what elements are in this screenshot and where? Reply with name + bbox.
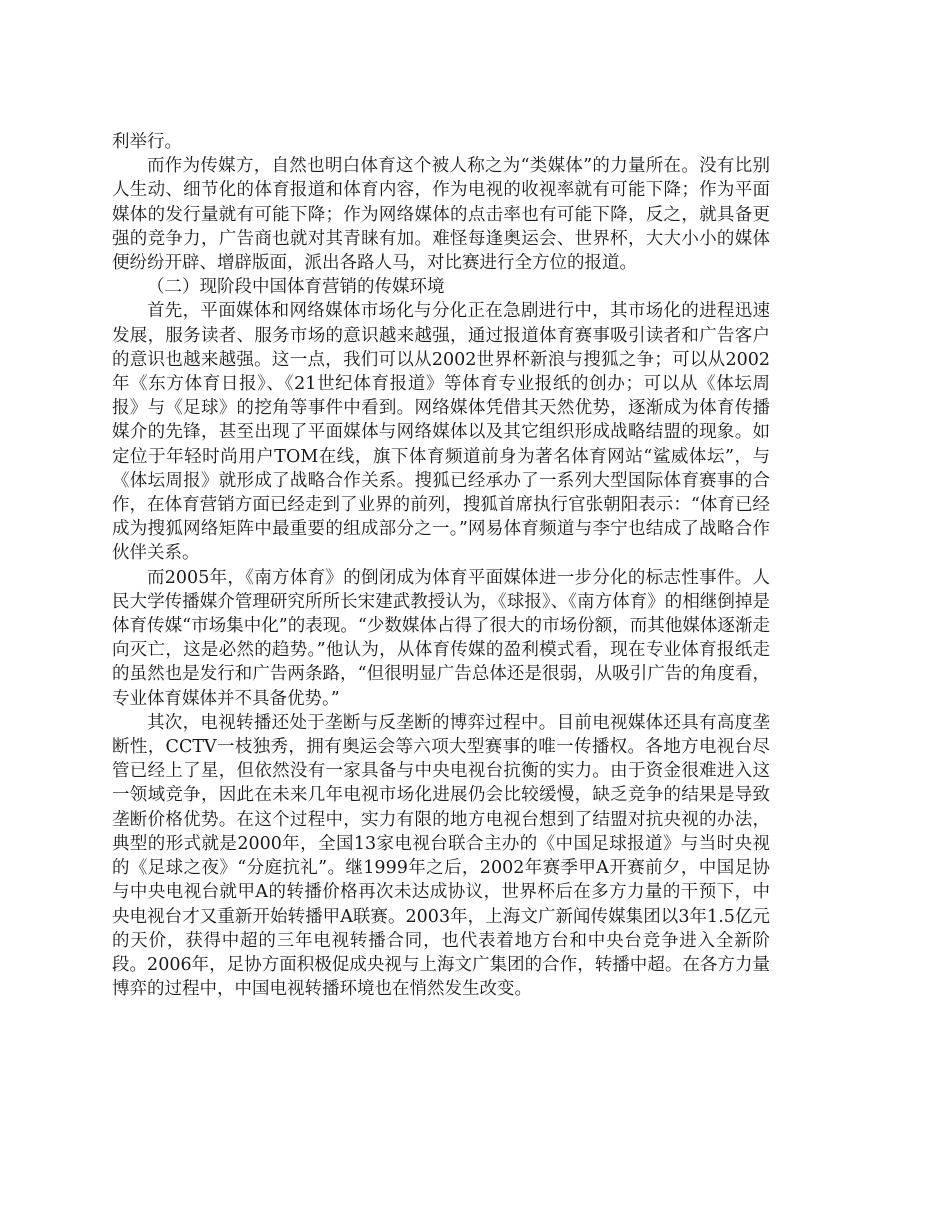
section-heading: （二）现阶段中国体育营销的传媒环境 [147, 277, 445, 298]
paragraph-media-side: 而作为传媒方，自然也明白体育这个被人称之为“类媒体”的力量所在。没有比别人生动、细节化的体育报道和体育内容，作为电视的收视率就有可能下降；作为平面媒体的发行量就有可能下降；作为网络媒体的点击率也有可能下降，反之，就具备更强的竞争力，广告商也就对其青睐有加。难怪每逢奥运会、世界杯，大大小小的媒体便纷纷开辟、增辟版面，派出各路人马，对比赛进行全方位的报道。 [112, 156, 770, 274]
document-body [112, 130, 770, 1001]
paragraph-southern-sports: 而2005年，《南方体育》的倒闭成为体育平面媒体进一步分化的标志性事件。人民大学传播媒介管理研究所所长宋建武教授认为，《球报》、《南方体育》的相继倒掉是体育传媒“市场集中化”的表现。“少数媒体占得了很大的市场份额，而其他媒体逐渐走向灭亡，这是必然的趋势。”他认为，从体育传媒的盈利模式看，现在专业体育报纸走的虽然也是发行和广告两条路，“但很明显广告总体还是很弱，从吸引广告的角度看，专业体育媒体并不具备优势。” [112, 567, 770, 709]
paragraph-print-online-media: 首先，平面媒体和网络媒体市场化与分化正在急剧进行中，其市场化的进程迅速发展，服务读者、服务市场的意识越来越强，通过报道体育赛事吸引读者和广告客户的意识也越来越强。这一点，我们可以从2002世界杯新浪与搜狐之争；可以从2002年《东方体育日报》、《21世纪体育报道》等体育专业报纸的创办；可以从《体坛周报》与《足球》的挖角等事件中看到。网络媒体凭借其天然优势，逐渐成为体育传播媒介的先锋，甚至出现了平面媒体与网络媒体以及其它组织形成战略结盟的现象。如定位于年轻时尚用户TOM在线，旗下体育频道前身为著名体育网站“鲨威体坛”，与《体坛周报》就形成了战略合作关系。搜狐已经承办了一系列大型国际体育赛事的合作，在体育营销方面已经走到了业界的前列，搜狐首席执行官张朝阳表示：“体育已经成为搜狐网络矩阵中最重要的组成部分之一。”网易体育频道与李宁也结成了战略合作伙伴关系。 [112, 301, 770, 564]
paragraph-continuation: 利举行。 [112, 132, 182, 152]
paragraph-tv-broadcasting: 其次，电视转播还处于垄断与反垄断的博弈过程中。目前电视媒体还具有高度垄断性，CCTV一枝独秀，拥有奥运会等六项大型赛事的唯一传播权。各地方电视台尽管已经上了星，但依然没有一家具备与中央电视台抗衡的实力。由于资金很难进入这一领域竞争，因此在未来几年电视市场化进展仍会比较缓慢，缺乏竞争的结果是导致垄断价格优势。在这个过程中，实力有限的地方电视台想到了结盟对抗央视的办法，典型的形式就是2000年，全国13家电视台联合主办的《中国足球报道》与当时央视的《足球之夜》“分庭抗礼”。继1999年之后，2002年赛季甲A开赛前夕，中国足协与中央电视台就甲A的转播价格再次未达成协议，世界杯后在多方力量的干预下，中央电视台才又重新开始转播甲A联赛。2003年，上海文广新闻传媒集团以3年1.5亿元的天价，获得中超的三年电视转播合同，也代表着地方台和中央台竞争进入全新阶段。2006年，足协方面积极促成央视与上海文广集团的合作，转播中超。在各方力量博弈的过程中，中国电视转播环境也在悄然发生改变。 [112, 712, 770, 1000]
